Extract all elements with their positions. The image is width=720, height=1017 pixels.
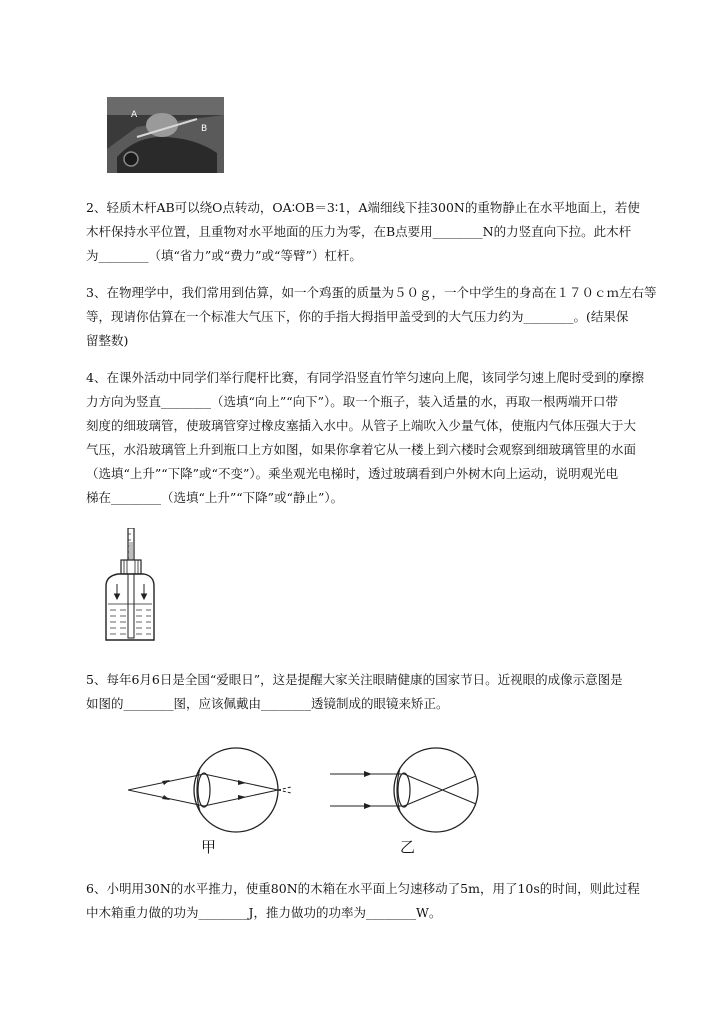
q4-line-1: 4、在课外活动中同学们举行爬杆比赛，有同学沿竖直竹竿匀速向上爬，该同学匀速上爬时受到的摩擦 [86,370,644,385]
question-6 [86,877,682,925]
q3-line-2: 等，现请你估算在一个标准大气压下，你的手指大拇指甲盖受到的大气压力约为________。(结果保 [86,309,629,324]
q4-line-6: 梯在________（选填“上升”“下降”或“静止”）。 [86,490,344,505]
q4-line-2: 力方向为竖直________（选填“向上”“向下”）。取一个瓶子，装入适量的水，再取一根两端开口带 [86,394,618,409]
q3-line-3: 留整数) [86,333,129,348]
q2-line-3: 为________（填“省力”或“费力”或“等臂”）杠杆。 [86,248,362,263]
question-4 [86,366,682,510]
q3-line-1: 3、在物理学中，我们常用到估算，如一个鸡蛋的质量为５０ｇ，一个中学生的身高在１７０ｃｍ左右等 [86,285,657,300]
eye-diagram-jia [128,744,293,836]
bottle-tube-figure [104,528,156,643]
photo-label-b: B [201,124,208,134]
q4-line-4: 气压，水沿玻璃管上升到瓶口上方如图，如果你拿着它从一楼上到六楼时会观察到细玻璃管里的水面 [86,442,637,457]
eye-diagram-yi [330,744,490,836]
q2-line-1: 2、轻质木杆AB可以绕O点转动，OA∶OB＝3∶1，A端细线下挂300N的重物静止在水平地面上，若使 [86,200,640,215]
q2-line-2: 木杆保持水平位置，且重物对水平地面的压力为零，在B点要用________N的力竖直向下拉。此木杆 [86,224,632,239]
question-3 [86,281,682,353]
q6-line-1: 6、小明用30N的水平推力，使重80N的木箱在水平面上匀速移动了5m，用了10s的时间，则此过程 [86,881,640,896]
q5-line-2: 如图的________图，应该佩戴由________透镜制成的眼镜来矫正。 [86,696,449,711]
q6-line-2: 中木箱重力做的功为________J，推力做功的功率为________W。 [86,905,442,920]
lever-photo [107,97,224,173]
photo-label-a: A [131,110,138,120]
question-2 [86,196,682,268]
q4-line-3: 刻度的细玻璃管，使玻璃管穿过橡皮塞插入水中。从管子上端吹入少量气体，使瓶内气体压强大于大 [86,418,637,433]
q5-line-1: 5、每年6月6日是全国“爱眼日”，这是提醒大家关注眼睛健康的国家节日。近视眼的成像示意图是 [86,672,623,687]
eye-caption-yi: 乙 [400,838,416,856]
eye-caption-jia: 甲 [201,838,217,856]
question-5 [86,668,682,716]
q4-line-5: （选填“上升”“下降”或“不变”）。乘坐观光电梯时，透过玻璃看到户外树木向上运动，说明观光电 [86,466,619,481]
